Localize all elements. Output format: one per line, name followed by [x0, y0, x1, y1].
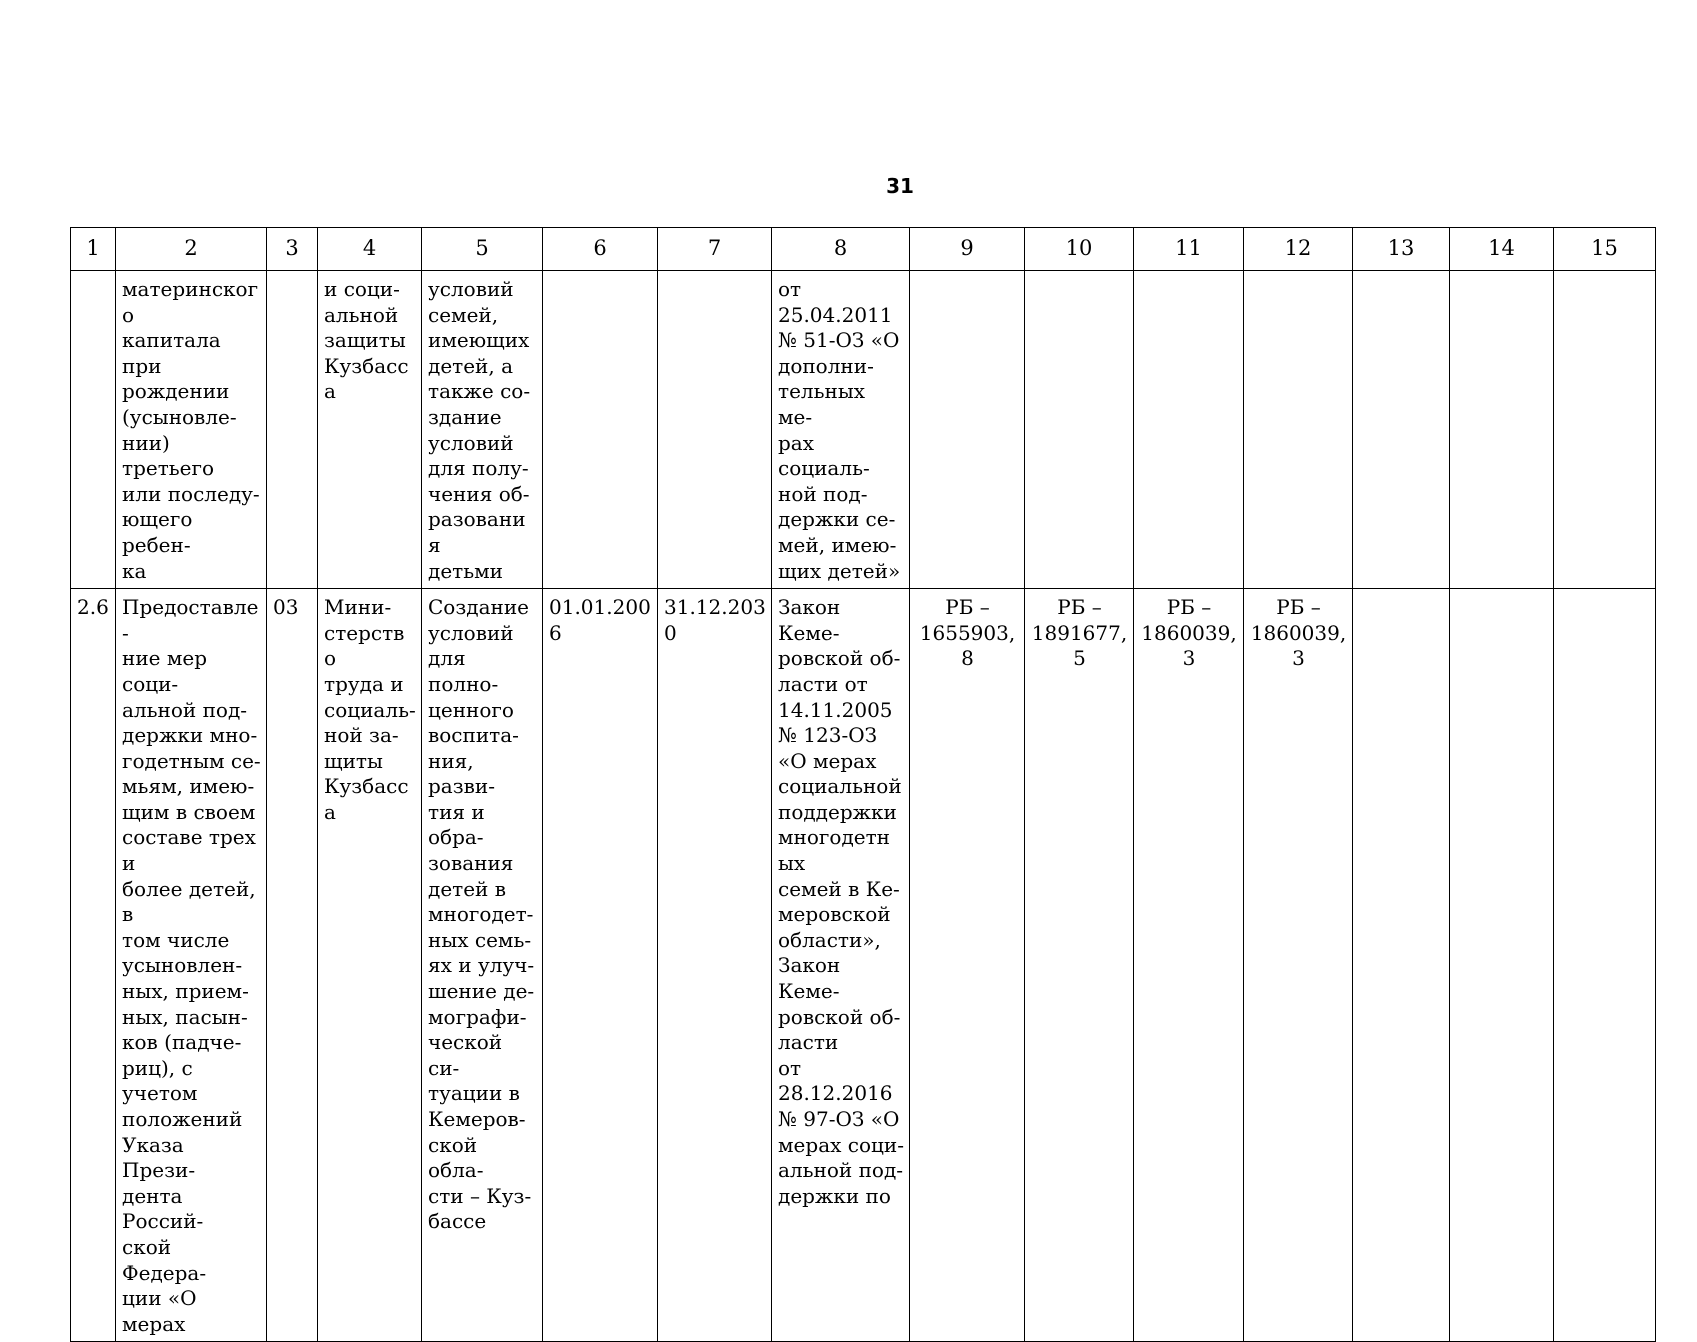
funding-cell [1244, 589, 1353, 1342]
empty-cell [1450, 271, 1554, 589]
cell-text: РБ – 1860039,3 [1141, 595, 1237, 671]
cell-text: от 25.04.2011 № 51-ОЗ «О дополни- тельных ме- рах социаль- ной под- держки се- мей, имею- щих детей» [778, 277, 901, 583]
measure-name-cell [116, 271, 267, 589]
column-header: 1 [71, 228, 116, 271]
cell-text: РБ – 1860039,3 [1250, 595, 1347, 671]
cell-text: 01.01.2006 [549, 595, 651, 645]
program-measures-table [70, 227, 1656, 1342]
empty-cell [1554, 589, 1656, 1342]
column-header: 10 [1025, 228, 1134, 271]
funding-cell [910, 589, 1025, 1342]
cell-text: и соци- альной защиты Кузбасса [324, 277, 409, 404]
column-header: 2 [116, 228, 267, 271]
empty-cell [1353, 271, 1450, 589]
start-date-cell [543, 589, 658, 1342]
executor-cell [318, 589, 422, 1342]
column-header: 4 [318, 228, 422, 271]
legal-basis-cell [772, 271, 910, 589]
funding-cell [1025, 589, 1134, 1342]
funding-cell [1134, 589, 1244, 1342]
page-number: 31 [886, 174, 914, 198]
column-header: 13 [1353, 228, 1450, 271]
cell-text: 31.12.2030 [664, 595, 766, 645]
column-header: 6 [543, 228, 658, 271]
funding-cell [1025, 271, 1134, 589]
column-header: 5 [422, 228, 543, 271]
funding-cell [910, 271, 1025, 589]
code-cell [267, 271, 318, 589]
cell-text: РБ – 1655903,8 [919, 595, 1016, 671]
cell-text: 03 [273, 595, 299, 620]
column-header: 9 [910, 228, 1025, 271]
code-cell [267, 589, 318, 1342]
start-date-cell [543, 271, 658, 589]
legal-basis-cell [772, 589, 910, 1342]
header-row [71, 228, 1656, 271]
cell-text: Мини- стерство труда и социаль- ной за- щиты Кузбасса [324, 595, 416, 824]
measure-name-cell [116, 589, 267, 1342]
cell-text: Предоставле- ние мер соци- альной под- держки мно- годетным се- мьям, имею- щим в своем составе трех и более детей, в том числе усыновлен- ных, прием- ных, пасын- ков (падче- риц), с учетом положений Указа Прези- дента Россий- ской Федера- ции «О мерах [122, 595, 261, 1336]
empty-cell [1554, 271, 1656, 589]
goal-cell [422, 589, 543, 1342]
cell-text: материнского капитала при рождении (усыновле- нии) третьего или последу- ющего ребен- ка [122, 277, 260, 583]
column-header: 3 [267, 228, 318, 271]
cell-text: 2.6 [77, 595, 109, 620]
column-header: 8 [772, 228, 910, 271]
cell-text: Закон Кеме- ровской об- ласти от 14.11.2005 № 123-ОЗ «О мерах социальной поддержки многодетных семей в Ке- меровской области», Закон Кеме- ровской об- ласти от 28.12.2016 № 97-ОЗ «О мерах соци- альной под- держки по [778, 595, 904, 1208]
end-date-cell [658, 589, 772, 1342]
end-date-cell [658, 271, 772, 589]
table-row [71, 589, 1656, 1342]
empty-cell [1450, 589, 1554, 1342]
funding-cell [1244, 271, 1353, 589]
goal-cell [422, 271, 543, 589]
table-row [71, 271, 1656, 589]
cell-text: РБ – 1891677,5 [1031, 595, 1128, 671]
column-header: 12 [1244, 228, 1353, 271]
executor-cell [318, 271, 422, 589]
cell-text: Создание условий для полно- ценного воспита- ния, разви- тия и обра- зования детей в многодет- ных семь- ях и улуч- шение де- мографи- ческой си- туации в Кемеров- ской обла- сти – Куз- бассе [428, 595, 535, 1234]
column-header: 11 [1134, 228, 1244, 271]
funding-cell [1134, 271, 1244, 589]
column-header: 7 [658, 228, 772, 271]
empty-cell [1353, 589, 1450, 1342]
cell-text: условий семей, имеющих детей, а также со- здание условий для полу- чения об- разования детьми [428, 277, 531, 583]
row-number-cell [71, 589, 116, 1342]
column-header: 14 [1450, 228, 1554, 271]
column-header: 15 [1554, 228, 1656, 271]
row-number-cell [71, 271, 116, 589]
